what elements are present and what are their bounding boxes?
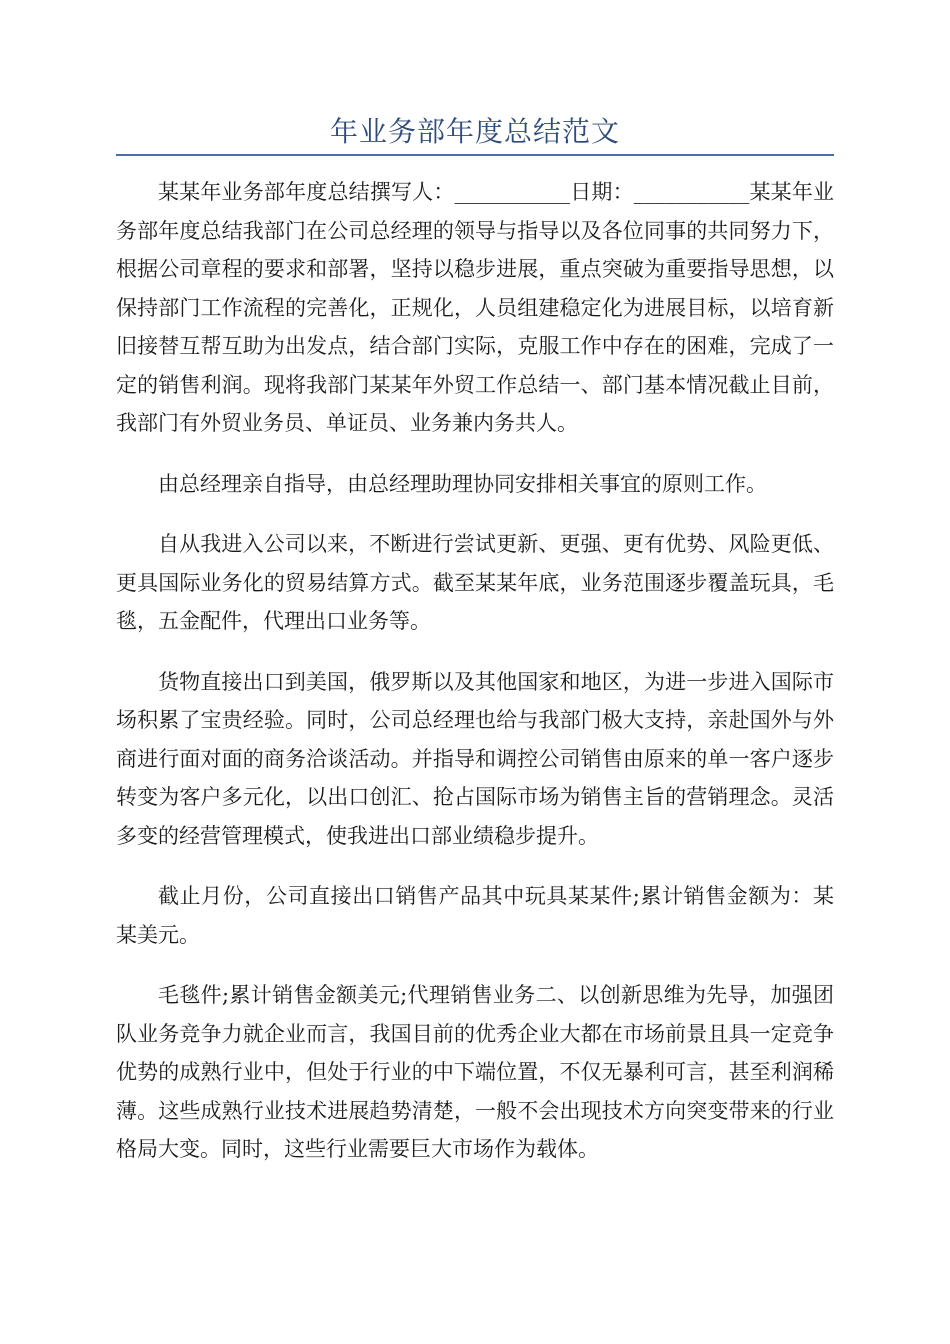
paragraph-5: 截止月份，公司直接出口销售产品其中玩具某某件;累计销售金额为：某某美元。 [116,884,834,947]
paragraph-2: 由总经理亲自指导，由总经理助理协同安排相关事宜的原则工作。 [158,471,767,496]
document-body [116,173,834,1169]
paragraph-4: 货物直接出口到美国，俄罗斯以及其他国家和地区，为进一步进入国际市场积累了宝贵经验。同时，公司总经理也给与我部门极大支持，亲赴国外与外商进行面对面的商务洽谈活动。并指导和调控公司销售由原来的单一客户逐步转变为客户多元化，以出口创汇、抢占国际市场为销售主旨的营销理念。灵活多变的经营管理模式，使我进出口部业绩稳步提升。 [116,669,834,848]
paragraph-3: 自从我进入公司以来，不断进行尝试更新、更强、更有优势、风险更低、更具国际业务化的贸易结算方式。截至某某年底，业务范围逐步覆盖玩具，毛毯，五金配件，代理出口业务等。 [116,532,834,633]
paragraph-1: 某某年业务部年度总结撰写人：___________日期：___________某某年业务部年度总结我部门在公司总经理的领导与指导以及各位同事的共同努力下，根据公司章程的要求和部署，坚持以稳步进展，重点突破为重要指导思想，以保持部门工作流程的完善化，正规化，人员组建稳定化为进展目标，以培育新旧接替互帮互助为出发点，结合部门实际，克服工作中存在的困难，完成了一定的销售利润。现将我部门某某年外贸工作总结一、部门基本情况截止目前，我部门有外贸业务员、单证员、业务兼内务共人。 [116,180,834,435]
title-underline [116,154,834,156]
paragraph-6: 毛毯件;累计销售金额美元;代理销售业务二、以创新思维为先导，加强团队业务竞争力就企业而言，我国目前的优秀企业大都在市场前景且具一定竞争优势的成熟行业中，但处于行业的中下端位置，不仅无暴利可言，甚至利润稀薄。这些成熟行业技术进展趋势清楚，一般不会出现技术方向突变带来的行业格局大变。同时，这些行业需要巨大市场作为载体。 [116,983,834,1161]
document-title: 年业务部年度总结范文 [329,115,620,148]
